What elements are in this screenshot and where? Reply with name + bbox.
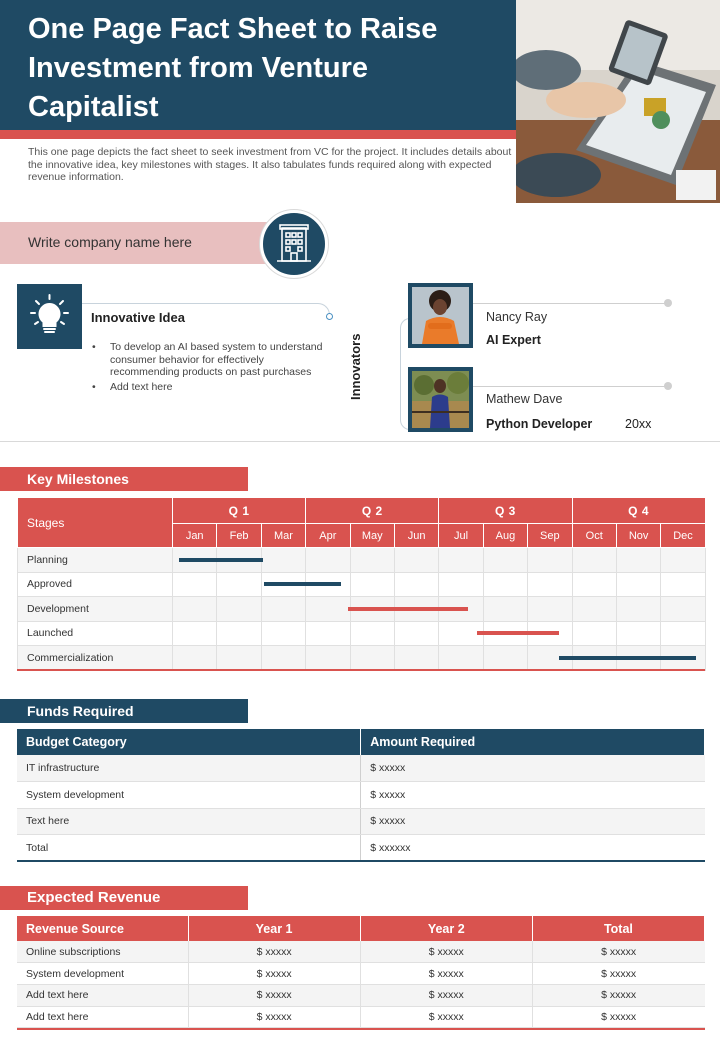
gantt-cell: [217, 646, 261, 671]
person-extra-text: 20xx: [625, 417, 652, 431]
table-row: [17, 963, 705, 985]
gantt-bar: [179, 558, 263, 562]
funds-column-header: Amount Required: [361, 729, 705, 755]
gantt-cell: [350, 621, 394, 646]
funds-amount: $ xxxxxx: [361, 835, 705, 862]
section-divider: [0, 441, 720, 442]
gantt-cell: [572, 548, 616, 573]
table-row: [17, 984, 705, 1006]
intro-paragraph: This one page depicts the fact sheet to seek investment from VC for the project. It includes details about the innovative idea, key milestones with stages. It also tabulates funds required along with expected revenue information.: [28, 146, 512, 183]
gantt-cell: [261, 597, 305, 622]
revenue-column-header: Total: [532, 916, 704, 941]
gantt-cell: [350, 548, 394, 573]
funds-table: [17, 729, 705, 862]
month-header: Nov: [616, 524, 660, 548]
table-row: [17, 1006, 705, 1028]
person-connector-line: [473, 303, 667, 304]
gantt-cell: [394, 621, 438, 646]
person-name: Mathew Dave: [486, 392, 563, 406]
gantt-cell: [616, 597, 660, 622]
milestones-heading: Key Milestones: [0, 467, 248, 491]
funds-category: Text here: [17, 808, 361, 835]
revenue-column-header: Year 1: [188, 916, 360, 941]
stage-name: Approved: [18, 572, 173, 597]
idea-bullet: • Add text here: [92, 381, 332, 394]
avatar: [408, 283, 473, 348]
month-header: May: [350, 524, 394, 548]
table-row: [18, 548, 706, 573]
gantt-cell: [616, 621, 660, 646]
table-row: [17, 755, 705, 782]
revenue-source: Add text here: [17, 1006, 188, 1028]
page-title: One Page Fact Sheet to Raise Investment from Venture Capitalist: [28, 13, 438, 123]
revenue-column-header: Revenue Source: [17, 916, 188, 941]
gantt-cell: [261, 548, 305, 573]
gantt-cell: [661, 548, 705, 573]
month-header: Aug: [483, 524, 527, 548]
gantt-cell: [439, 646, 483, 671]
gantt-cell: [661, 597, 705, 622]
milestones-gantt-table: [17, 497, 706, 671]
revenue-bottom-rule: [17, 1028, 705, 1030]
gantt-bottom-rule: [17, 669, 705, 671]
gantt-cell: [572, 572, 616, 597]
building-icon: [260, 210, 328, 278]
funds-category: IT infrastructure: [17, 755, 361, 782]
person-role: AI Expert: [486, 333, 541, 347]
month-header: Jan: [173, 524, 217, 548]
gantt-cell: [483, 597, 527, 622]
gantt-cell: [572, 597, 616, 622]
person-role: Python Developer: [486, 417, 593, 431]
gantt-cell: [350, 646, 394, 671]
revenue-year2: $ xxxxx: [360, 941, 532, 963]
month-header: Apr: [306, 524, 350, 548]
gantt-cell: [528, 597, 572, 622]
month-header: Jun: [394, 524, 438, 548]
revenue-year2: $ xxxxx: [360, 1006, 532, 1028]
revenue-table: [17, 916, 705, 1028]
funds-amount: $ xxxxx: [361, 782, 705, 809]
gantt-cell: [439, 548, 483, 573]
revenue-column-header: Year 2: [360, 916, 532, 941]
gantt-cell: [306, 646, 350, 671]
gantt-bar: [559, 656, 697, 660]
person-connector-line: [473, 386, 667, 387]
revenue-source: Add text here: [17, 984, 188, 1006]
gantt-cell: [483, 548, 527, 573]
funds-category: Total: [17, 835, 361, 862]
gantt-cell: [439, 572, 483, 597]
table-row: [17, 808, 705, 835]
funds-bottom-rule: [17, 860, 705, 862]
gantt-cell: [616, 572, 660, 597]
revenue-year1: $ xxxxx: [188, 963, 360, 985]
gantt-cell: [572, 621, 616, 646]
stage-name: Commercialization: [18, 646, 173, 671]
person-connector-dot: [664, 299, 672, 307]
gantt-cell: [394, 572, 438, 597]
avatar: [408, 367, 473, 432]
gantt-bar: [477, 631, 559, 635]
person-name: Nancy Ray: [486, 310, 548, 324]
gantt-cell: [394, 548, 438, 573]
revenue-heading: Expected Revenue: [0, 886, 248, 910]
person-connector-dot: [664, 382, 672, 390]
month-header: Dec: [661, 524, 705, 548]
gantt-cell: [350, 572, 394, 597]
revenue-year1: $ xxxxx: [188, 984, 360, 1006]
stage-name: Development: [18, 597, 173, 622]
gantt-bar: [348, 607, 468, 611]
revenue-source: System development: [17, 963, 188, 985]
gantt-cell: [173, 621, 217, 646]
funds-amount: $ xxxxx: [361, 755, 705, 782]
gantt-cell: [661, 621, 705, 646]
header-accent-stripe: [0, 130, 516, 139]
table-row: [18, 621, 706, 646]
gantt-cell: [528, 572, 572, 597]
gantt-cell: [173, 597, 217, 622]
revenue-year2: $ xxxxx: [360, 963, 532, 985]
gantt-cell: [528, 548, 572, 573]
gantt-cell: [394, 646, 438, 671]
month-header: Sep: [528, 524, 572, 548]
revenue-source: Online subscriptions: [17, 941, 188, 963]
gantt-cell: [217, 597, 261, 622]
lightbulb-icon: [17, 284, 82, 349]
quarter-header: Q 3: [439, 498, 572, 524]
table-row: [17, 941, 705, 963]
idea-title: Innovative Idea: [91, 310, 185, 325]
table-row: [17, 782, 705, 809]
gantt-cell: [217, 621, 261, 646]
revenue-total: $ xxxxx: [532, 941, 704, 963]
gantt-cell: [483, 646, 527, 671]
gantt-cell: [261, 646, 305, 671]
month-header: Jul: [439, 524, 483, 548]
gantt-cell: [217, 572, 261, 597]
funds-amount: $ xxxxx: [361, 808, 705, 835]
revenue-year2: $ xxxxx: [360, 984, 532, 1006]
gantt-cell: [261, 621, 305, 646]
revenue-year1: $ xxxxx: [188, 941, 360, 963]
idea-bullet-list: [92, 341, 332, 395]
funds-category: System development: [17, 782, 361, 809]
header-photo: [516, 0, 720, 203]
gantt-cell: [173, 646, 217, 671]
revenue-total: $ xxxxx: [532, 984, 704, 1006]
gantt-cell: [306, 597, 350, 622]
revenue-total: $ xxxxx: [532, 963, 704, 985]
table-row: [18, 572, 706, 597]
revenue-total: $ xxxxx: [532, 1006, 704, 1028]
quarter-header: Q 1: [173, 498, 306, 524]
gantt-cell: [306, 621, 350, 646]
gantt-cell: [483, 572, 527, 597]
gantt-cell: [616, 548, 660, 573]
stages-header: Stages: [18, 498, 173, 548]
revenue-year1: $ xxxxx: [188, 1006, 360, 1028]
gantt-bar: [264, 582, 342, 586]
month-header: Oct: [572, 524, 616, 548]
funds-column-header: Budget Category: [17, 729, 361, 755]
quarter-header: Q 4: [572, 498, 705, 524]
gantt-cell: [661, 572, 705, 597]
quarter-header: Q 2: [306, 498, 439, 524]
gantt-cell: [306, 548, 350, 573]
month-header: Feb: [217, 524, 261, 548]
stage-name: Planning: [18, 548, 173, 573]
funds-heading: Funds Required: [0, 699, 248, 723]
idea-connector-dot: [326, 313, 333, 320]
stage-name: Launched: [18, 621, 173, 646]
company-name: Write company name here: [28, 234, 192, 250]
idea-bullet: • To develop an AI based system to understand consumer behavior for effectively recommending products on past purchases: [92, 341, 332, 379]
gantt-cell: [173, 572, 217, 597]
innovators-label: Innovators: [348, 333, 363, 400]
table-row: [17, 835, 705, 862]
month-header: Mar: [261, 524, 305, 548]
